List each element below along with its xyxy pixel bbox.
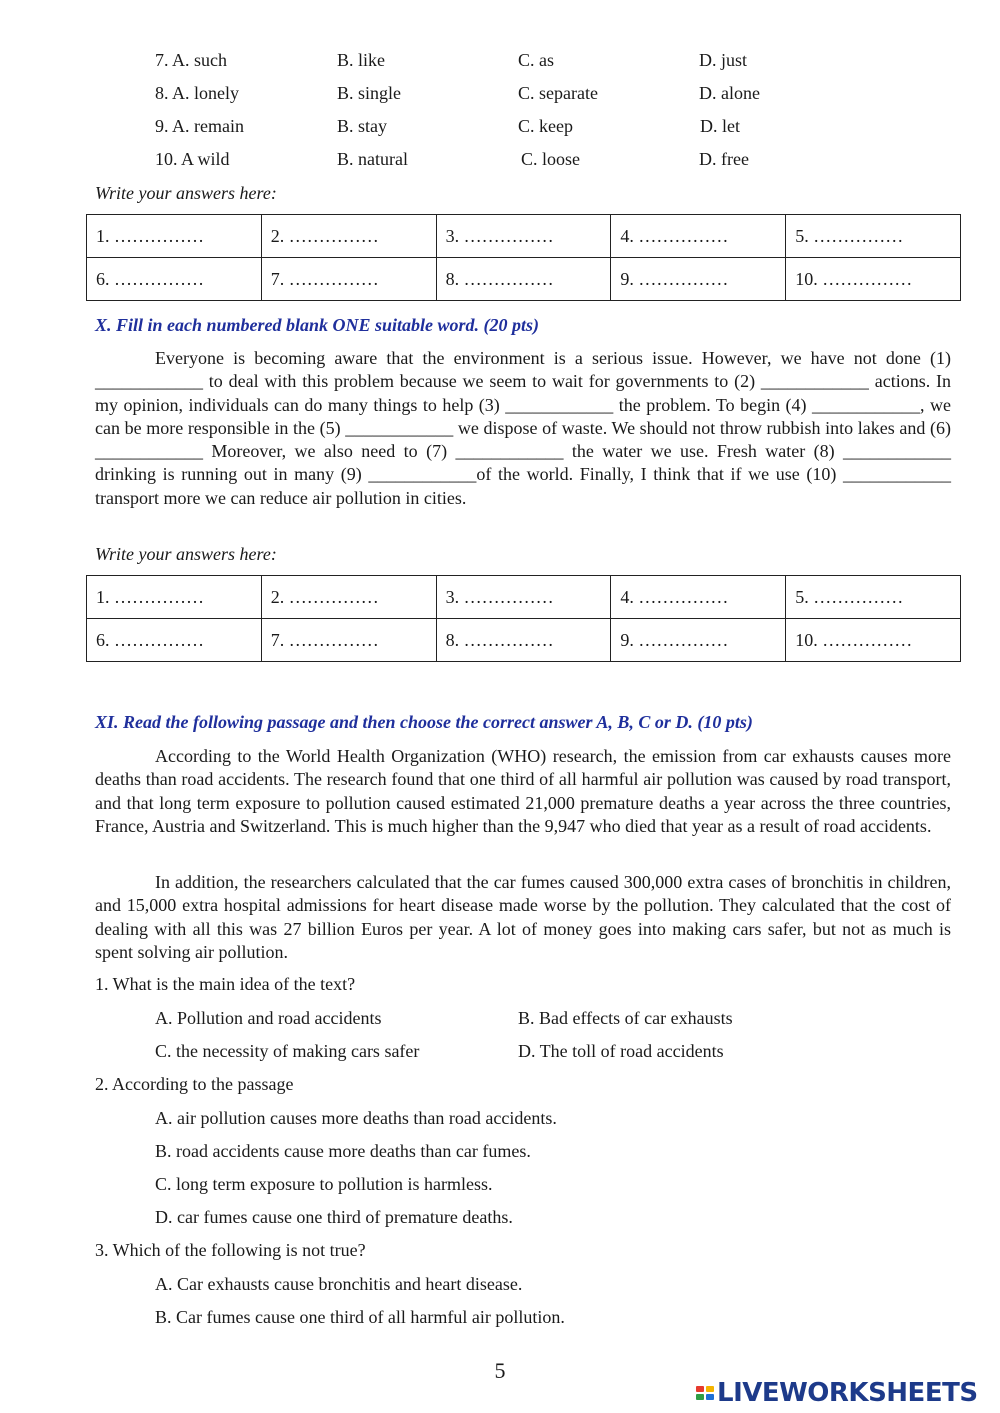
option-7b: B. like (337, 50, 385, 70)
table-row (87, 576, 961, 619)
liveworksheets-logo (696, 1378, 978, 1408)
reading-paragraph-1 (95, 745, 951, 838)
reading-paragraph-2-text: In addition, the researchers calculated that the car fumes caused 300,000 extra cases of bronchitis in children, and 15,000 extra hospital admissions for heart disease made worse by the pollution. They calculated that the cost of dealing with all this was 27 billion Euros per year. A lot of money goes into making cars safer, but not as much is spent solving air pollution. (95, 872, 951, 962)
answer-cell-2[interactable]: 2. …………… (261, 576, 436, 619)
q1-option-c[interactable]: C. the necessity of making cars safer (155, 1041, 420, 1061)
write-answers-label-2: Write your answers here: (95, 544, 277, 564)
answer-cell-1[interactable]: 1. …………… (87, 576, 262, 619)
section-xi-heading: XI. Read the following passage and then choose the correct answer A, B, C or D. (10 pts) (95, 712, 753, 732)
answer-cell-7[interactable]: 7. …………… (261, 619, 436, 662)
answer-table-2 (86, 575, 961, 662)
answer-cell-3[interactable]: 3. …………… (436, 215, 611, 258)
option-10c: C. loose (521, 149, 581, 169)
answer-cell-3[interactable]: 3. …………… (436, 576, 611, 619)
question-3: 3. Which of the following is not true? (95, 1240, 366, 1260)
option-8c: C. separate (518, 83, 598, 103)
table-row (87, 215, 961, 258)
answer-cell-5[interactable]: 5. …………… (786, 215, 961, 258)
q2-option-a[interactable]: A. air pollution causes more deaths than road accidents. (155, 1108, 557, 1128)
answer-table-1 (86, 214, 961, 301)
answer-cell-2[interactable]: 2. …………… (261, 215, 436, 258)
q1-option-d[interactable]: D. The toll of road accidents (518, 1041, 724, 1061)
answer-cell-1[interactable]: 1. …………… (87, 215, 262, 258)
answer-cell-7[interactable]: 7. …………… (261, 258, 436, 301)
option-7d: D. just (699, 50, 748, 70)
q2-option-b[interactable]: B. road accidents cause more deaths than car fumes. (155, 1141, 531, 1161)
reading-paragraph-1-text: According to the World Health Organization (WHO) research, the emission from car exhausts causes more deaths than road accidents. The research found that one third of all harmful air pollution was caused by road transport, and that long term exposure to pollution caused estimated 21,000 premature deaths a year across the three countries, France, Austria and Switzerland. This is much higher than the 9,947 who died that year as a result of road accidents. (95, 746, 951, 836)
option-8a: 8. A. lonely (155, 83, 239, 103)
answer-cell-10[interactable]: 10. …………… (786, 258, 961, 301)
q3-option-b[interactable]: B. Car fumes cause one third of all harmful air pollution. (155, 1307, 565, 1327)
q1-option-b[interactable]: B. Bad effects of car exhausts (518, 1008, 733, 1028)
option-10b: B. natural (337, 149, 408, 169)
write-answers-label-1: Write your answers here: (95, 183, 277, 203)
answer-cell-9[interactable]: 9. …………… (611, 258, 786, 301)
reading-paragraph-2 (95, 871, 951, 964)
option-7c: C. as (518, 50, 554, 70)
option-7a: 7. A. such (155, 50, 227, 70)
option-9a: 9. A. remain (155, 116, 244, 136)
answer-cell-8[interactable]: 8. …………… (436, 619, 611, 662)
brand-name: LIVEWORKSHEETS (717, 1378, 978, 1408)
q2-option-d[interactable]: D. car fumes cause one third of premature deaths. (155, 1207, 513, 1227)
section-x-passage (95, 347, 951, 510)
answer-cell-9[interactable]: 9. …………… (611, 619, 786, 662)
option-9d: D. let (700, 116, 740, 136)
option-9b: B. stay (337, 116, 388, 136)
question-1: 1. What is the main idea of the text? (95, 974, 356, 994)
q1-option-a[interactable]: A. Pollution and road accidents (155, 1008, 382, 1028)
answer-cell-4[interactable]: 4. …………… (611, 215, 786, 258)
q3-option-a[interactable]: A. Car exhausts cause bronchitis and heart disease. (155, 1274, 523, 1294)
option-8b: B. single (337, 83, 402, 103)
table-row (87, 258, 961, 301)
option-10a: 10. A wild (155, 149, 230, 169)
table-row (87, 619, 961, 662)
question-2: 2. According to the passage (95, 1074, 294, 1094)
answer-cell-6[interactable]: 6. …………… (87, 258, 262, 301)
answer-cell-4[interactable]: 4. …………… (611, 576, 786, 619)
fill-blank-passage: Everyone is becoming aware that the environment is a serious issue. However, we have not done (1) ____________ to deal with this problem because we seem to wait for governments to (2) ____________ actions. In my opinion, individuals can do many things to help (3) ____________ the problem. To begin (4) ____________, we can be more responsible in the (5) ____________ we dispose of waste. We should not throw rubbish into lakes and (6) ____________ Moreover, we also need to (7) ____________ the water we use. Fresh water (8) ____________ drinking is running out in many (9) ____________of the world. Finally, I think that if we use (10) ____________ transport more we can reduce air pollution in cities. (95, 348, 951, 508)
option-10d: D. free (699, 149, 749, 169)
q2-option-c[interactable]: C. long term exposure to pollution is harmless. (155, 1174, 493, 1194)
liveworksheets-mark-icon (696, 1386, 714, 1400)
section-x-heading: X. Fill in each numbered blank ONE suitable word. (20 pts) (95, 315, 540, 335)
option-9c: C. keep (518, 116, 573, 136)
answer-cell-8[interactable]: 8. …………… (436, 258, 611, 301)
page-number: 5 (494, 1358, 506, 1383)
answer-cell-10[interactable]: 10. …………… (786, 619, 961, 662)
answer-cell-5[interactable]: 5. …………… (786, 576, 961, 619)
answer-cell-6[interactable]: 6. …………… (87, 619, 262, 662)
option-8d: D. alone (699, 83, 760, 103)
